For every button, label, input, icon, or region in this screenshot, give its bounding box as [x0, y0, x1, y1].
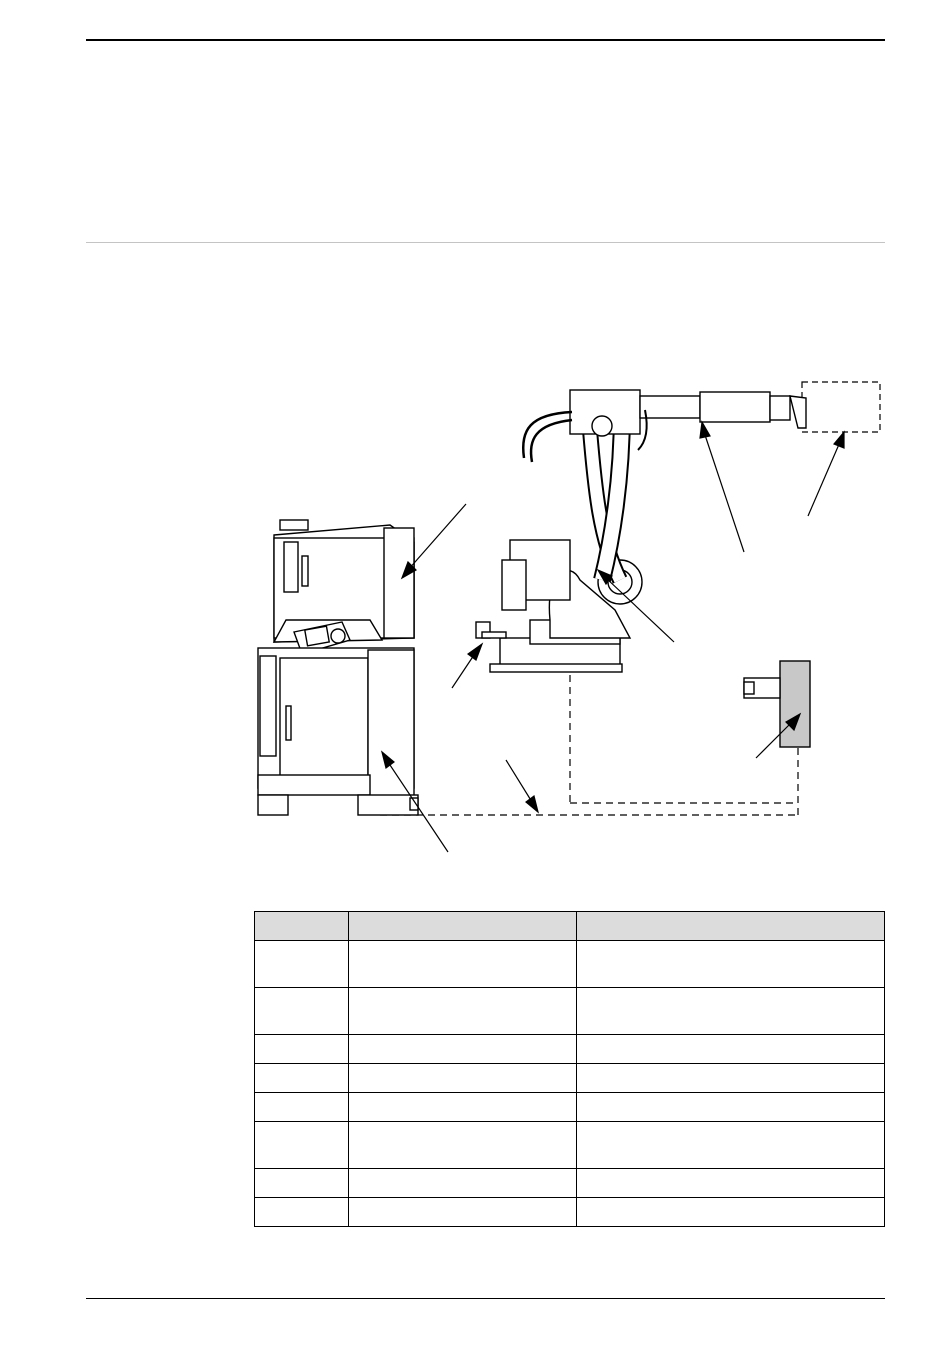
table-row [255, 1122, 885, 1169]
table-row [255, 941, 885, 988]
column-header [349, 912, 577, 941]
table-cell [349, 1035, 577, 1064]
header-rule [86, 39, 885, 41]
external-equipment [744, 661, 810, 747]
table-row [255, 988, 885, 1035]
table-cell [255, 1064, 349, 1093]
robot-manipulator [490, 390, 806, 672]
table-cell [255, 988, 349, 1035]
table-cell [349, 1169, 577, 1198]
table-cell [349, 988, 577, 1035]
table-row [255, 1093, 885, 1122]
table-cell [349, 1198, 577, 1227]
table-cell [349, 1122, 577, 1169]
table-cell [255, 1093, 349, 1122]
table-cell [577, 941, 885, 988]
floor-cabling-lines [380, 675, 798, 815]
table-row [255, 1064, 885, 1093]
section-divider [86, 242, 885, 243]
table-cell [349, 1093, 577, 1122]
table-header-row [255, 912, 885, 941]
table-cell [577, 1093, 885, 1122]
table-cell [255, 1122, 349, 1169]
table-cell [577, 988, 885, 1035]
column-header [255, 912, 349, 941]
table-cell [577, 1122, 885, 1169]
table-row [255, 1198, 885, 1227]
footer-rule [86, 1298, 885, 1299]
table-cell [577, 1198, 885, 1227]
table-cell [255, 1169, 349, 1198]
robot-system-illustration [250, 370, 890, 860]
component-table [254, 911, 885, 1227]
column-header [577, 912, 885, 941]
table-row [255, 1035, 885, 1064]
table-cell [349, 941, 577, 988]
table-cell [577, 1064, 885, 1093]
table-cell [255, 1198, 349, 1227]
cable-bracket [476, 622, 506, 638]
table-cell [577, 1169, 885, 1198]
tool-area-box [802, 382, 880, 432]
table-cell [255, 1035, 349, 1064]
table-cell [349, 1064, 577, 1093]
table-cell [255, 941, 349, 988]
table-cell [577, 1035, 885, 1064]
table-row [255, 1169, 885, 1198]
